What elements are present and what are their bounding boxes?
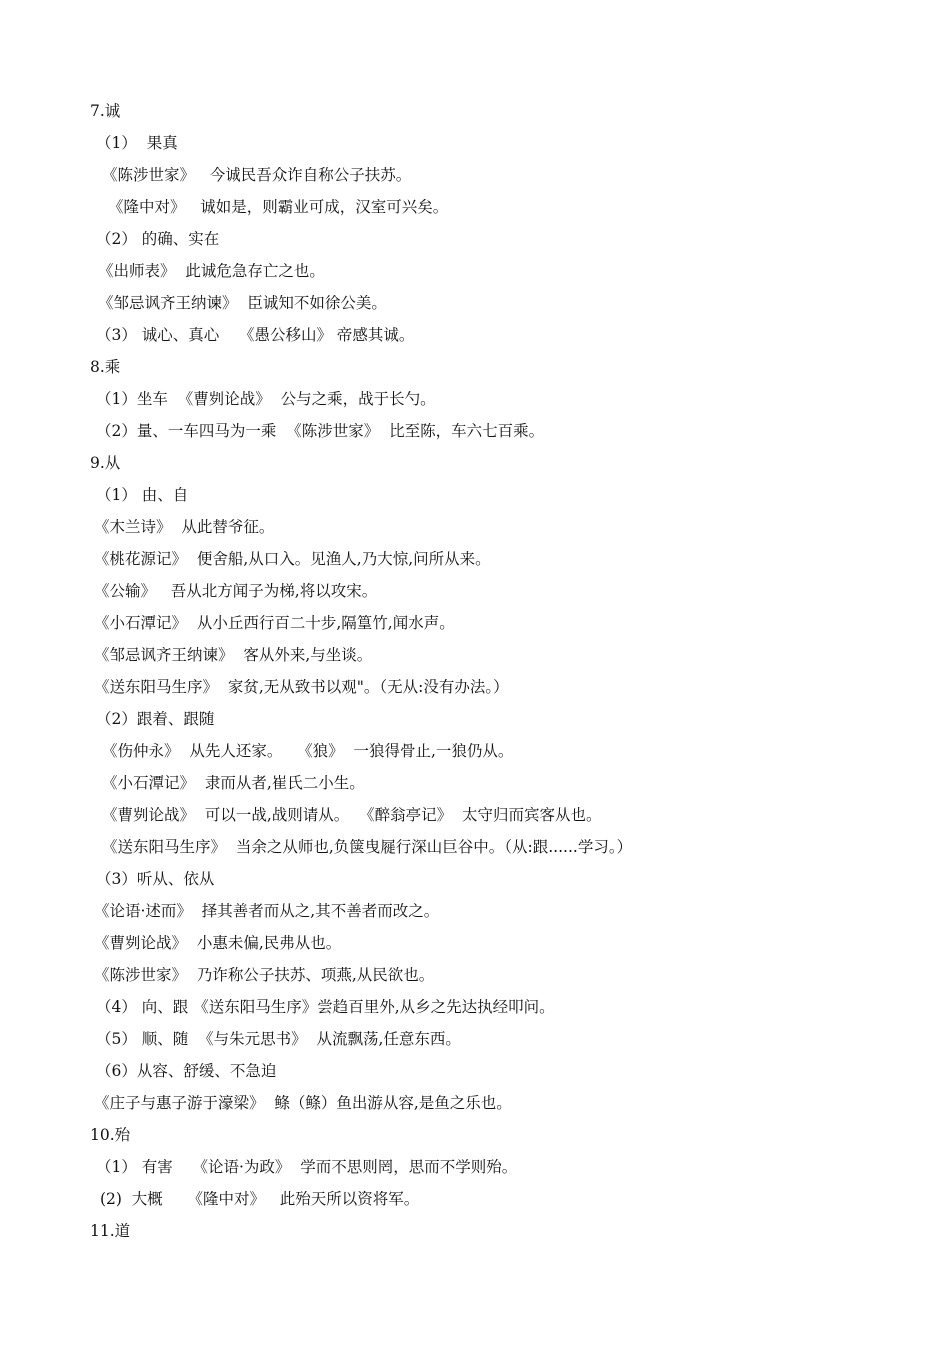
section-heading: 9.从 <box>90 454 121 472</box>
meaning-item: （2）量、一车四马为一乘 《陈涉世家》 比至陈，车六七百乘。 <box>96 422 545 440</box>
example-line: 《木兰诗》 从此替爷征。 <box>94 518 275 536</box>
meaning-item: (2) 大概 《隆中对》 此殆天所以资将军。 <box>100 1190 420 1208</box>
example-line: 《小石潭记》 隶而从者,崔氏二小生。 <box>102 774 365 792</box>
section-heading: 11.道 <box>90 1222 131 1240</box>
example-line: 《曹刿论战》 可以一战,战则请从。 《醉翁亭记》 太守归而宾客从也。 <box>102 806 602 824</box>
meaning-item: （2） 的确、实在 <box>96 230 220 248</box>
meaning-item: （1） 果真 <box>96 134 178 152</box>
example-line: 《庄子与惠子游于濠梁》 鲦（鲦）鱼出游从容,是鱼之乐也。 <box>94 1094 512 1112</box>
example-line: 《邹忌讽齐王纳谏》 臣诚知不如徐公美。 <box>98 294 387 312</box>
example-line: 《隆中对》 诚如是，则霸业可成，汉室可兴矣。 <box>108 198 449 216</box>
meaning-item: （3）听从、依从 <box>96 870 215 888</box>
meaning-item: （5） 顺、随 《与朱元思书》 从流飘荡,任意东西。 <box>96 1030 461 1048</box>
section-heading: 7.诚 <box>90 102 121 120</box>
example-line: 《邹忌讽齐王纳谏》 客从外来,与坐谈。 <box>94 646 373 664</box>
example-line: 《曹刿论战》 小惠未偏,民弗从也。 <box>94 934 342 952</box>
meaning-item: （6）从容、舒缓、不急迫 <box>96 1062 277 1080</box>
section-heading: 10.殆 <box>90 1126 131 1144</box>
example-line: 《送东阳马生序》 家贫,无从致书以观"。（无从:没有办法。） <box>94 678 509 696</box>
meaning-item: （1） 有害 《论语·为政》 学而不思则罔，思而不学则殆。 <box>96 1158 518 1176</box>
example-line: 《陈涉世家》 乃诈称公子扶苏、项燕,从民欲也。 <box>94 966 435 984</box>
example-line: 《陈涉世家》 今诚民吾众诈自称公子扶苏。 <box>102 166 412 184</box>
example-line: 《论语·述而》 择其善者而从之,其不善者而改之。 <box>94 902 440 920</box>
meaning-item: （3） 诚心、真心 《愚公移山》 帝感其诚。 <box>96 326 415 344</box>
example-line: 《公输》 吾从北方闻子为梯,将以攻宋。 <box>94 582 378 600</box>
meaning-item: （4） 向、跟 《送东阳马生序》尝趋百里外,从乡之先达执经叩问。 <box>96 998 555 1016</box>
example-line: 《桃花源记》 便舍船,从口入。见渔人,乃大惊,问所从来。 <box>94 550 491 568</box>
example-line: 《小石潭记》 从小丘西行百二十步,隔篁竹,闻水声。 <box>94 614 455 632</box>
example-line: 《送东阳马生序》 当余之从师也,负箧曳屣行深山巨谷中。（从:跟......学习。） <box>102 838 633 856</box>
meaning-item: （1） 由、自 <box>96 486 189 504</box>
example-line: 《出师表》 此诚危急存亡之也。 <box>98 262 325 280</box>
meaning-item: （1）坐车 《曹刿论战》 公与之乘，战于长勺。 <box>96 390 436 408</box>
section-heading: 8.乘 <box>90 358 121 376</box>
meaning-item: （2）跟着、跟随 <box>96 710 215 728</box>
example-line: 《伤仲永》 从先人还家。 《狼》 一狼得骨止,一狼仍从。 <box>102 742 514 760</box>
